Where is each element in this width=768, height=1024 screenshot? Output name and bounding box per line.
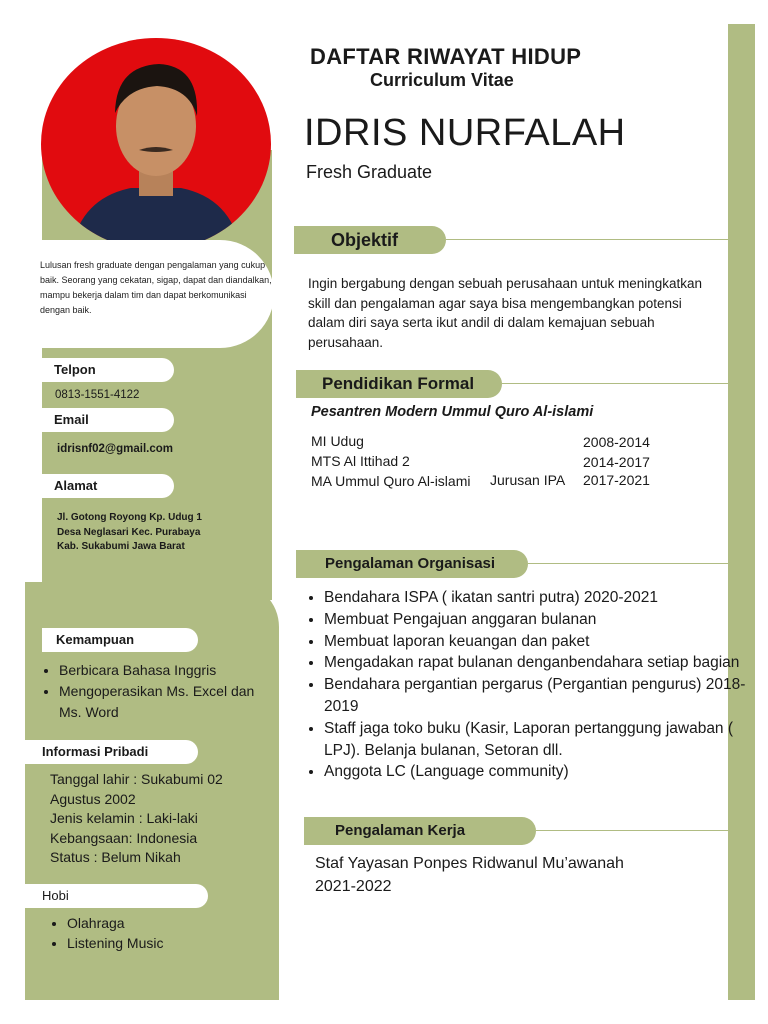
divider <box>502 383 728 384</box>
organization-heading: Pengalaman Organisasi <box>296 550 528 578</box>
divider <box>174 485 272 486</box>
list-item: • Olahraga <box>67 914 164 934</box>
divider <box>174 369 272 370</box>
list-item: • Anggota LC (Language community) <box>324 761 748 783</box>
work-place: Staf Yayasan Ponpes Ridwanul Mu’awanah <box>315 855 624 872</box>
personal-line: Tanggal lahir : Sukabumi 02 <box>50 771 223 787</box>
email-label: Email <box>42 408 174 432</box>
education-major: Jurusan IPA <box>490 472 566 488</box>
objective-heading: Objektif <box>294 226 446 254</box>
divider <box>174 419 272 420</box>
list-item: • Membuat laporan keuangan dan paket <box>324 631 748 653</box>
education-years: 2014-2017 <box>583 454 650 470</box>
person-role: Fresh Graduate <box>306 162 433 182</box>
page-subtitle: Curriculum Vitae <box>370 70 514 90</box>
personal-line: Jenis kelamin : Laki-laki <box>50 810 198 826</box>
profile-photo <box>41 38 271 250</box>
right-accent-stripe <box>728 24 755 1000</box>
summary-text: Lulusan fresh graduate dengan pengalaman yang cukup baik. Seorang yang cekatan, sigap, dapat dan diandalkan, mampu bekerja dalam tim dan dapat berkomunikasi dengan baik. <box>40 260 272 315</box>
education-years: 2008-2014 <box>583 434 650 450</box>
address-line: Jl. Gotong Royong Kp. Udug 1 <box>57 512 202 523</box>
list-item: • Mengadakan rapat bulanan denganbendahara setiap bagian <box>324 652 748 674</box>
divider <box>446 239 728 240</box>
personal-info-block <box>50 770 223 868</box>
organization-list <box>302 587 748 783</box>
work-heading: Pengalaman Kerja <box>304 817 536 845</box>
list-item: • Staff jaga toko buku (Kasir, Laporan pertanggung jawaban ( LPJ). Belanja bulanan, Setoran dll. <box>324 718 748 762</box>
hobbies-label: Hobi <box>25 884 208 908</box>
education-school: MA Ummul Quro Al-islami <box>311 473 471 489</box>
work-block <box>315 852 624 898</box>
address-line: Desa Neglasari Kec. Purabaya <box>57 526 201 538</box>
education-heading: Pendidikan Formal <box>296 370 502 398</box>
address-line: Kab. Sukabumi Jawa Barat <box>57 541 185 552</box>
address-label: Alamat <box>42 474 174 498</box>
list-item: • Berbicara Bahasa Inggris <box>59 660 274 681</box>
work-years: 2021-2022 <box>315 878 392 895</box>
personal-line: Kebangsaan: Indonesia <box>50 829 198 846</box>
list-item: • Bendahara ISPA ( ikatan santri putra) 2020-2021 <box>324 587 748 609</box>
phone-value: 0813-1551-4122 <box>55 389 140 401</box>
phone-label: Telpon <box>42 358 174 382</box>
divider <box>528 563 728 564</box>
person-portrait-icon <box>41 38 271 250</box>
personal-info-label: Informasi Pribadi <box>25 740 198 764</box>
education-years: 2017-2021 <box>583 472 650 488</box>
list-item: • Bendahara pergantian pergarus (Pergantian pengurus) 2018-2019 <box>324 674 748 718</box>
personal-line: Status : Belum Nikah <box>50 849 181 865</box>
list-item: • Listening Music <box>67 934 164 954</box>
education-school: MI Udug <box>311 433 364 449</box>
page-title: DAFTAR RIWAYAT HIDUP <box>310 44 582 69</box>
personal-line: Agustus 2002 <box>50 790 136 807</box>
email-value: idrisnf02@gmail.com <box>57 443 174 455</box>
skills-list <box>37 660 274 723</box>
hobbies-list <box>45 914 164 953</box>
divider <box>536 830 728 831</box>
list-item: • Mengoperasikan Ms. Excel dan Ms. Word <box>59 681 274 723</box>
skills-label: Kemampuan <box>42 628 198 652</box>
address-block <box>57 511 202 555</box>
person-name: IDRIS NURFALAH <box>304 112 626 154</box>
objective-text: Ingin bergabung dengan sebuah perusahaan untuk meningkatkan skill dan pengalaman agar saya bisa mengembangkan potensi dalam diri saya serta ikut andil di dalam kemajuan sebuah perusahaan. <box>308 276 703 350</box>
list-item: • Membuat Pengajuan anggaran bulanan <box>324 609 748 631</box>
education-institution: Pesantren Modern Ummul Quro Al-islami <box>311 404 594 420</box>
education-school: MTS Al Ittihad 2 <box>311 453 410 469</box>
